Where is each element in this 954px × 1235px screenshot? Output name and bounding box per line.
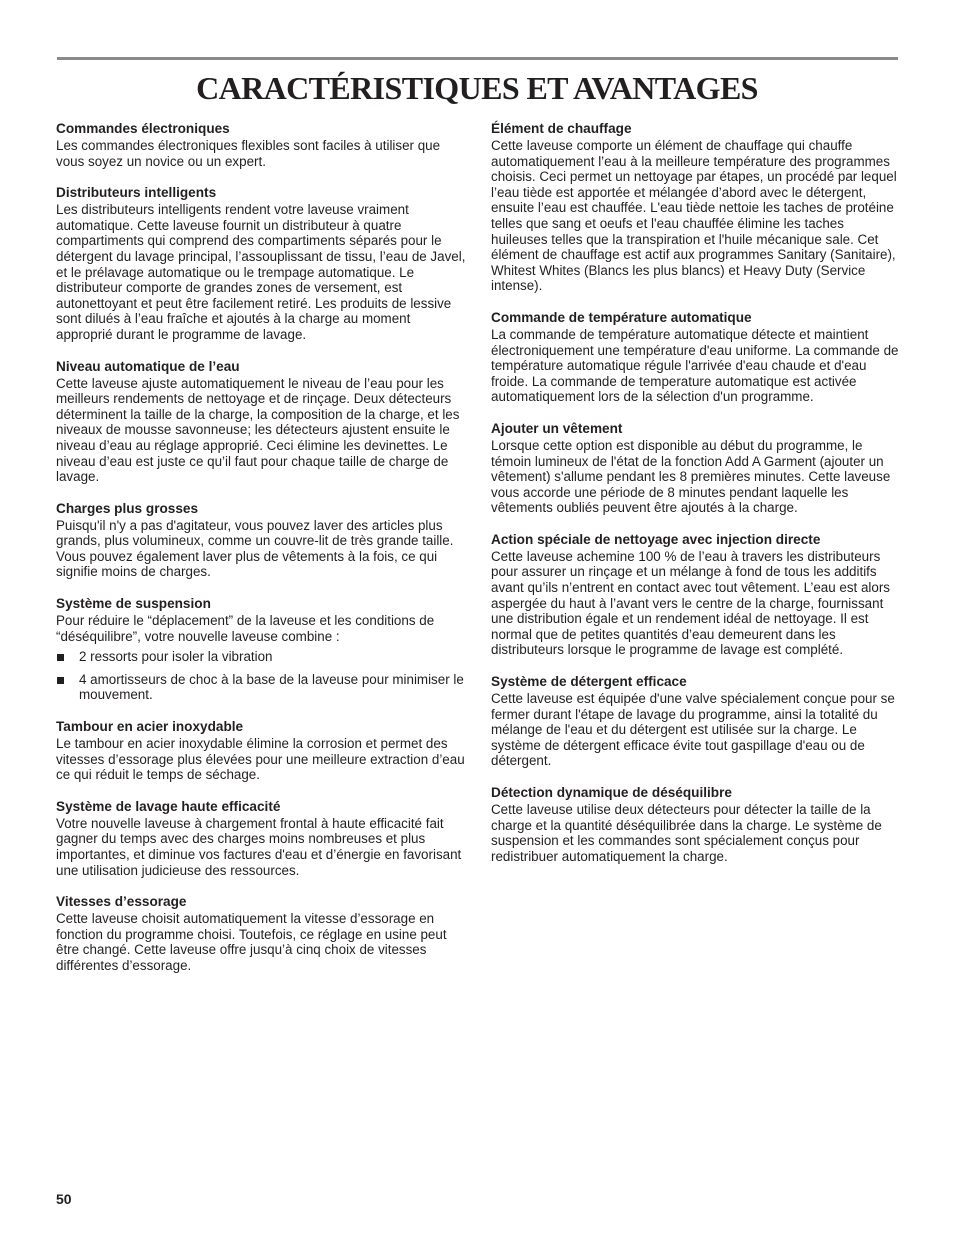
square-bullet-icon bbox=[57, 654, 64, 661]
right-column bbox=[491, 120, 899, 879]
section-vitesses-essorage bbox=[56, 893, 468, 973]
section-commande-temperature bbox=[491, 309, 899, 405]
section-charges-plus-grosses bbox=[56, 500, 468, 580]
section-text: Cette laveuse ajuste automatiquement le niveau de l’eau pour les meilleurs rendements de nettoyage et de rinçage. Deux détecteurs déterminent la taille de la charge, la composition de la charge, et les niveaux de mousse savonneuse; les détecteurs ajustent ensuite le niveau d’eau au réglage approprié. Ceci élimine les devinettes. Le niveau d’eau est juste ce qu’il faut pour chaque taille de charge de lavage. bbox=[56, 375, 460, 485]
top-rule bbox=[57, 57, 898, 60]
suspension-bullet-list bbox=[56, 649, 468, 703]
section-detection-desequilibre bbox=[491, 784, 899, 864]
section-text: Cette laveuse est équipée d'une valve spécialement conçue pour se fermer durant l'étape de lavage du programme, ainsi la totalité du mélange de l'eau et du détergent est utilisée sur la charge. Le système de détergent efficace évite tout gaspillage d'eau ou de détergent. bbox=[491, 691, 895, 769]
section-heading: Charges plus grosses bbox=[56, 500, 199, 516]
section-tambour-acier bbox=[56, 718, 468, 783]
section-heading: Distributeurs intelligents bbox=[56, 185, 217, 201]
section-heading: Commandes électroniques bbox=[56, 121, 230, 136]
section-heading: Tambour en acier inoxydable bbox=[56, 719, 244, 735]
section-ajouter-un-vetement bbox=[491, 420, 899, 516]
section-systeme-de-suspension bbox=[56, 595, 468, 703]
section-text: Cette laveuse comporte un élément de chauffage qui chauffe automatiquement l’eau à la meilleure température des programmes choisis. Ceci permet un nettoyage par étapes, un procédé par lequel l’eau tiède est apportée et mélangée d’abord avec le détergent, ensuite l’eau est chauffée. L'eau tiède nettoie les taches de protéine telles que sang et oeufs et l'eau chauffée élimine les taches huileuses telles que la transpiration et l'huile mécanique sale. Cet élément de chauffage est actif aux programmes Sanitary (Sanitaire), Whitest Whites (Blancs les plus blancs) et Heavy Duty (Service intense). bbox=[491, 138, 897, 294]
section-heading: Action spéciale de nettoyage avec injection directe bbox=[491, 531, 821, 547]
section-text: Lorsque cette option est disponible au début du programme, le témoin lumineux de l'état de la fonction Add A Garment (ajouter un vêtement) s'allume pendant les 8 premières minutes. Cette laveuse vous accorde une période de 8 minutes pendant laquelle les vêtements oubliés peuvent être ajoutés à la charge. bbox=[491, 437, 891, 516]
section-heading: Niveau automatique de l’eau bbox=[56, 358, 240, 374]
section-text: Cette laveuse choisit automatiquement la vitesse d’essorage en fonction du programme choisi. Toutefois, ce réglage en usine peut être changé. Cette laveuse offre jusqu’à cinq choix de vitesses différentes d’essorage. bbox=[56, 911, 447, 973]
section-heading: Détection dynamique de déséquilibre bbox=[491, 785, 732, 800]
section-text: Les distributeurs intelligents rendent votre laveuse vraiment automatique. Cette laveuse fournit un distributeur à quatre compartiments qui comprend des compartiments séparés pour le détergent du lavage principal, l’assouplissant de tissu, l’eau de Javel, et le prélavage automatique ou le trempage automatique. Le distributeur comporte de grandes zones de versement, est autonettoyant et peut être facilement retiré. Les produits de lessive sont dilués à l’eau fraîche et ajoutés à la charge au moment approprié durant le programme de lavage. bbox=[56, 202, 466, 342]
bullet-text: 4 amortisseurs de choc à la base de la laveuse pour minimiser le mouvement. bbox=[79, 671, 464, 703]
square-bullet-icon bbox=[57, 677, 64, 684]
section-text: Cette laveuse achemine 100 % de l’eau à travers les distributeurs pour assurer un rinçage et un mélange à fond de tous les additifs avant qu’ils n’entrent en contact avec tout vêtement. L’eau est alors aspergée du haut à l’avant vers le centre de la charge, fournissant une distribution égale et un rendement idéal de nettoyage. Il est normal que de petites quantités d’eau demeurent dans les distributeurs lorsque le programme de lavage est complété. bbox=[491, 548, 890, 658]
page-number: 50 bbox=[56, 1191, 72, 1207]
section-distributeurs-intelligents bbox=[56, 184, 468, 342]
bullet-item bbox=[56, 672, 468, 703]
page-title: CARACTÉRISTIQUES ET AVANTAGES bbox=[196, 70, 758, 106]
section-heading: Système de détergent efficace bbox=[491, 674, 687, 690]
section-niveau-automatique bbox=[56, 358, 468, 485]
section-text: Les commandes électroniques flexibles sont faciles à utiliser que vous soyez un novice ou un expert. bbox=[56, 138, 441, 169]
bullet-item bbox=[56, 649, 468, 665]
section-text: Le tambour en acier inoxydable élimine la corrosion et permet des vitesses d’essorage plus élevées pour une meilleure extraction d’eau ce qui réduit le temps de séchage. bbox=[56, 736, 465, 783]
section-text: Pour réduire le “déplacement” de la laveuse et les conditions de “déséquilibre”, votre nouvelle laveuse combine : bbox=[56, 613, 435, 644]
section-text: La commande de température automatique détecte et maintient électroniquement une température d'eau uniforme. La commande de température automatique régule l'arrivée d'eau chaude et d'eau froide. La commande de temperature automatique est activée automatiquement lors de la sélection d'un programme. bbox=[491, 326, 899, 405]
section-detergent-efficace bbox=[491, 673, 899, 769]
section-heading: Commande de température automatique bbox=[491, 309, 752, 325]
section-element-de-chauffage bbox=[491, 120, 899, 294]
section-text: Cette laveuse utilise deux détecteurs pour détecter la taille de la charge et la quantité déséquilibrée dans la charge. Le système de suspension et les commandes sont spécialement conçus pour redistribuer automatiquement la charge. bbox=[491, 802, 882, 864]
section-heading: Système de lavage haute efficacité bbox=[56, 798, 281, 814]
section-heading: Système de suspension bbox=[56, 596, 211, 612]
section-heading: Élément de chauffage bbox=[491, 121, 632, 136]
section-lavage-haute-efficacite bbox=[56, 798, 468, 878]
section-injection-directe bbox=[491, 531, 899, 658]
left-column bbox=[56, 120, 468, 989]
section-heading: Vitesses d’essorage bbox=[56, 894, 187, 910]
section-commandes-electroniques bbox=[56, 120, 468, 169]
section-heading: Ajouter un vêtement bbox=[491, 420, 623, 436]
bullet-text: 2 ressorts pour isoler la vibration bbox=[79, 649, 273, 665]
section-text: Puisqu'il n'y a pas d'agitateur, vous pouvez laver des articles plus grands, plus volumineux, comme un couvre-lit de très grande taille. Vous pouvez également laver plus de vêtements à la fois, ce qui signifie moins de charges. bbox=[56, 517, 454, 580]
section-text: Votre nouvelle laveuse à chargement frontal à haute efficacité fait gagner du temps avec des charges moins nombreuses et plus importantes, et diminue vos factures d'eau et d’énergie en favorisant une utilisation judicieuse des ressources. bbox=[56, 815, 462, 878]
